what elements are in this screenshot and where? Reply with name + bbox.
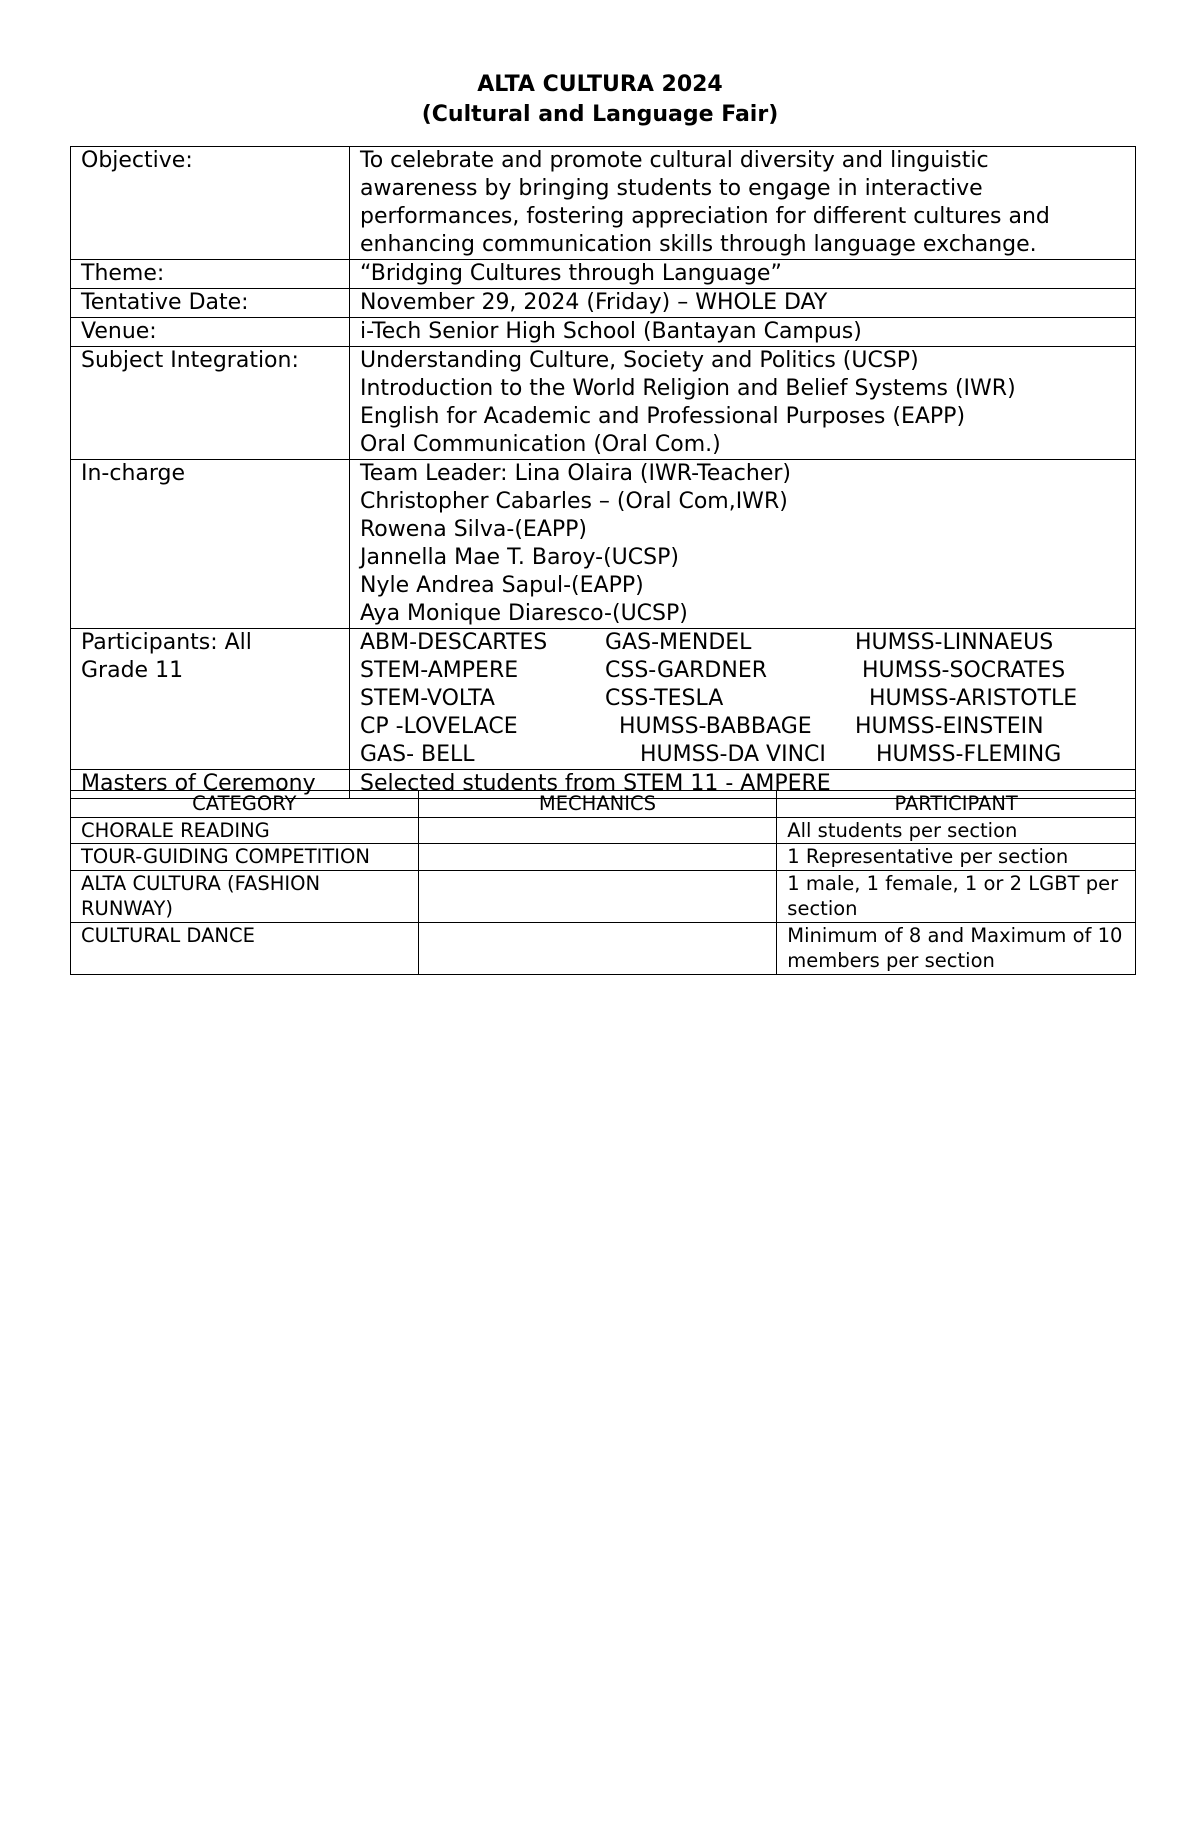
incharge-line: Jannella Mae T. Baroy-(UCSP) bbox=[360, 545, 679, 570]
objective-line: awareness by bringing students to engage in interactive bbox=[360, 176, 983, 201]
subject-label: Subject Integration: bbox=[71, 347, 350, 460]
section-name: GAS-MENDEL bbox=[605, 630, 752, 655]
participants-row bbox=[71, 629, 1136, 770]
subject-line: Oral Communication (Oral Com.) bbox=[360, 432, 721, 457]
subject-value bbox=[350, 347, 1136, 460]
document-header bbox=[0, 70, 1200, 130]
objective-label: Objective: bbox=[71, 147, 350, 260]
incharge-line: Aya Monique Diaresco-(UCSP) bbox=[360, 601, 688, 626]
participant-cell: 1 Representative per section bbox=[777, 844, 1136, 871]
category-cell: TOUR-GUIDING COMPETITION bbox=[71, 844, 419, 871]
section-name: HUMSS-FLEMING bbox=[855, 742, 1062, 767]
section-name: CP -LOVELACE bbox=[360, 714, 518, 739]
subject-line: Introduction to the World Religion and Belief Systems (IWR) bbox=[360, 376, 1016, 401]
incharge-value bbox=[350, 460, 1136, 629]
section-name: STEM-AMPERE bbox=[360, 658, 519, 683]
mechanics-cell bbox=[418, 817, 777, 844]
document-subtitle: (Cultural and Language Fair) bbox=[421, 102, 779, 127]
section-name: CSS-GARDNER bbox=[605, 658, 768, 683]
incharge-line: Christopher Cabarles – (Oral Com,IWR) bbox=[360, 489, 788, 514]
event-info-table bbox=[70, 146, 1136, 799]
mechanics-cell bbox=[418, 922, 777, 974]
section-name: HUMSS-BABBAGE bbox=[605, 714, 812, 739]
subject-row bbox=[71, 347, 1136, 460]
mechanics-cell bbox=[418, 870, 777, 922]
theme-label: Theme: bbox=[71, 260, 350, 289]
table-row bbox=[71, 922, 1136, 974]
objective-line: To celebrate and promote cultural diversity and linguistic bbox=[360, 148, 989, 173]
category-table bbox=[70, 790, 1136, 975]
table-row bbox=[71, 870, 1136, 922]
objective-line: performances, fostering appreciation for different cultures and bbox=[360, 204, 1050, 229]
date-label: Tentative Date: bbox=[71, 289, 350, 318]
participant-cell: Minimum of 8 and Maximum of 10 members per section bbox=[777, 922, 1136, 974]
participants-value bbox=[350, 629, 1136, 770]
mc-value: Selected students from STEM 11 - AMPERE bbox=[350, 770, 1136, 799]
section-name: STEM-VOLTA bbox=[360, 686, 495, 711]
section-name: GAS- BELL bbox=[360, 742, 475, 767]
mc-label: Masters of Ceremony bbox=[71, 770, 350, 799]
mechanics-header: MECHANICS bbox=[418, 791, 777, 818]
subject-line: Understanding Culture, Society and Politics (UCSP) bbox=[360, 348, 919, 373]
incharge-row bbox=[71, 460, 1136, 629]
section-name: HUMSS-DA VINCI bbox=[605, 742, 826, 767]
section-name: ABM-DESCARTES bbox=[360, 630, 548, 655]
incharge-line: Rowena Silva-(EAPP) bbox=[360, 517, 587, 542]
incharge-line: Nyle Andrea Sapul-(EAPP) bbox=[360, 573, 644, 598]
theme-row bbox=[71, 260, 1136, 289]
category-header: CATEGORY bbox=[71, 791, 419, 818]
table-row bbox=[71, 817, 1136, 844]
section-name: HUMSS-ARISTOTLE bbox=[855, 686, 1078, 711]
date-row bbox=[71, 289, 1136, 318]
table-row bbox=[71, 844, 1136, 871]
category-cell: CULTURAL DANCE bbox=[71, 922, 419, 974]
section-name: HUMSS-EINSTEIN bbox=[855, 714, 1044, 739]
venue-value: i-Tech Senior High School (Bantayan Campus) bbox=[350, 318, 1136, 347]
category-header-row bbox=[71, 791, 1136, 818]
participant-header: PARTICIPANT bbox=[777, 791, 1136, 818]
venue-row bbox=[71, 318, 1136, 347]
participant-cell: All students per section bbox=[777, 817, 1136, 844]
participants-grid bbox=[360, 629, 1135, 769]
section-name: HUMSS-SOCRATES bbox=[855, 658, 1066, 683]
objective-line: enhancing communication skills through language exchange. bbox=[360, 232, 1037, 257]
category-cell: ALTA CULTURA (FASHION RUNWAY) bbox=[71, 870, 419, 922]
participants-label bbox=[71, 629, 350, 770]
theme-value: “Bridging Cultures through Language” bbox=[350, 260, 1136, 289]
objective-row bbox=[71, 147, 1136, 260]
document-title: ALTA CULTURA 2024 bbox=[477, 72, 723, 97]
subject-line: English for Academic and Professional Purposes (EAPP) bbox=[360, 404, 966, 429]
participants-label-line: Participants: All bbox=[81, 630, 252, 655]
incharge-line: Team Leader: Lina Olaira (IWR-Teacher) bbox=[360, 461, 791, 486]
venue-label: Venue: bbox=[71, 318, 350, 347]
incharge-label: In-charge bbox=[71, 460, 350, 629]
participants-label-line: Grade 11 bbox=[81, 658, 184, 683]
section-name: HUMSS-LINNAEUS bbox=[855, 630, 1054, 655]
mechanics-cell bbox=[418, 844, 777, 871]
category-cell: CHORALE READING bbox=[71, 817, 419, 844]
objective-value bbox=[350, 147, 1136, 260]
date-value: November 29, 2024 (Friday) – WHOLE DAY bbox=[350, 289, 1136, 318]
section-name: CSS-TESLA bbox=[605, 686, 724, 711]
participant-cell: 1 male, 1 female, 1 or 2 LGBT per section bbox=[777, 870, 1136, 922]
